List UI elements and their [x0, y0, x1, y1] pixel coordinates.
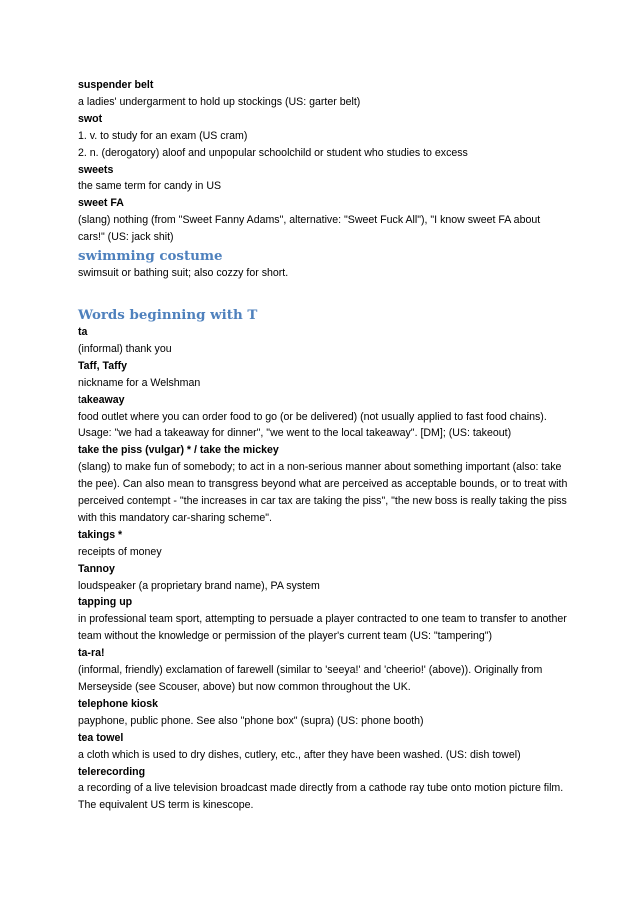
entry-term [78, 392, 568, 409]
entry-definition: receipts of money [78, 545, 162, 558]
entry-term: suspender belt [78, 79, 154, 91]
entry-definition: (slang) nothing (from "Sweet Fanny Adams", alternative: "Sweet Fuck All"), "I know sweet FA about cars!" (US: jack shit) [78, 214, 541, 244]
entry-definition: (informal, friendly) exclamation of farewell (similar to 'seeya!' and 'cheerio!' (above)). Originally from Merseyside (see Scouser, above) but now common throughout the UK. [78, 664, 543, 693]
entry-definition: nickname for a Welshman [78, 376, 201, 389]
entry-term: ta [78, 325, 88, 338]
entry-definition: a ladies' undergarment to hold up stockings (US: garter belt) [78, 95, 361, 108]
entry-definition: a recording of a live television broadcast made directly from a cathode ray tube onto motion picture film. The equivalent US term is kinescope. [78, 782, 564, 812]
section-heading: Words beginning with T [78, 306, 258, 323]
document-page [78, 77, 568, 814]
entry-definition: loudspeaker (a proprietary brand name), PA system [78, 579, 320, 592]
entry-term: swot [78, 112, 103, 125]
subheading-term: swimming costume [78, 248, 223, 265]
entry-definition: (slang) to make fun of somebody; to act in a non-serious manner about something important (also: take the pee). Can also mean to transgress beyond what are perceived as acceptable bounds, or to treat with perceived contempt - "the increases in car tax are taking the piss", "the new boss is really taking the piss with this mandatory car-sharing scheme". [78, 461, 568, 524]
entry-definition: swimsuit or bathing suit; also cozzy for short. [78, 267, 289, 280]
entry-term: take the piss (vulgar) * / take the mickey [78, 444, 279, 457]
entry-term-rest: akeaway [80, 393, 125, 406]
entry-term: telerecording [78, 765, 146, 778]
entry-definition: the same term for candy in US [78, 180, 222, 193]
entry-definition: 1. v. to study for an exam (US cram) [78, 129, 248, 142]
entry-term: takings * [78, 528, 123, 541]
entry-term: telephone kiosk [78, 697, 159, 710]
entry-term: tapping up [78, 596, 133, 609]
entry-definition: food outlet where you can order food to go (or be delivered) (not usually applied to fast food chains). Usage: "we had a takeaway for dinner", "we went to the local takeaway". [DM]; (US: takeout) [78, 410, 547, 440]
entry-term: ta-ra! [78, 647, 105, 660]
entry-definition: in professional team sport, attempting to persuade a player contracted to one team to transfer to another team without the knowledge or permission of the player's current team (US: "tampering") [78, 613, 567, 643]
entry-definition: (informal) thank you [78, 342, 172, 355]
entry-term: sweet FA [78, 197, 124, 210]
entry-term: Taff, Taffy [78, 359, 128, 372]
entry-term-prefix: t [78, 393, 81, 406]
entry-term: Tannoy [78, 562, 115, 575]
entry-definition: payphone, public phone. See also "phone box" (supra) (US: phone booth) [78, 714, 424, 727]
entry-term: tea towel [78, 731, 124, 744]
entry-definition: a cloth which is used to dry dishes, cutlery, etc., after they have been washed. (US: dish towel) [78, 748, 521, 761]
entry-definition: 2. n. (derogatory) aloof and unpopular schoolchild or student who studies to excess [78, 146, 468, 159]
entry-term: sweets [78, 163, 114, 176]
